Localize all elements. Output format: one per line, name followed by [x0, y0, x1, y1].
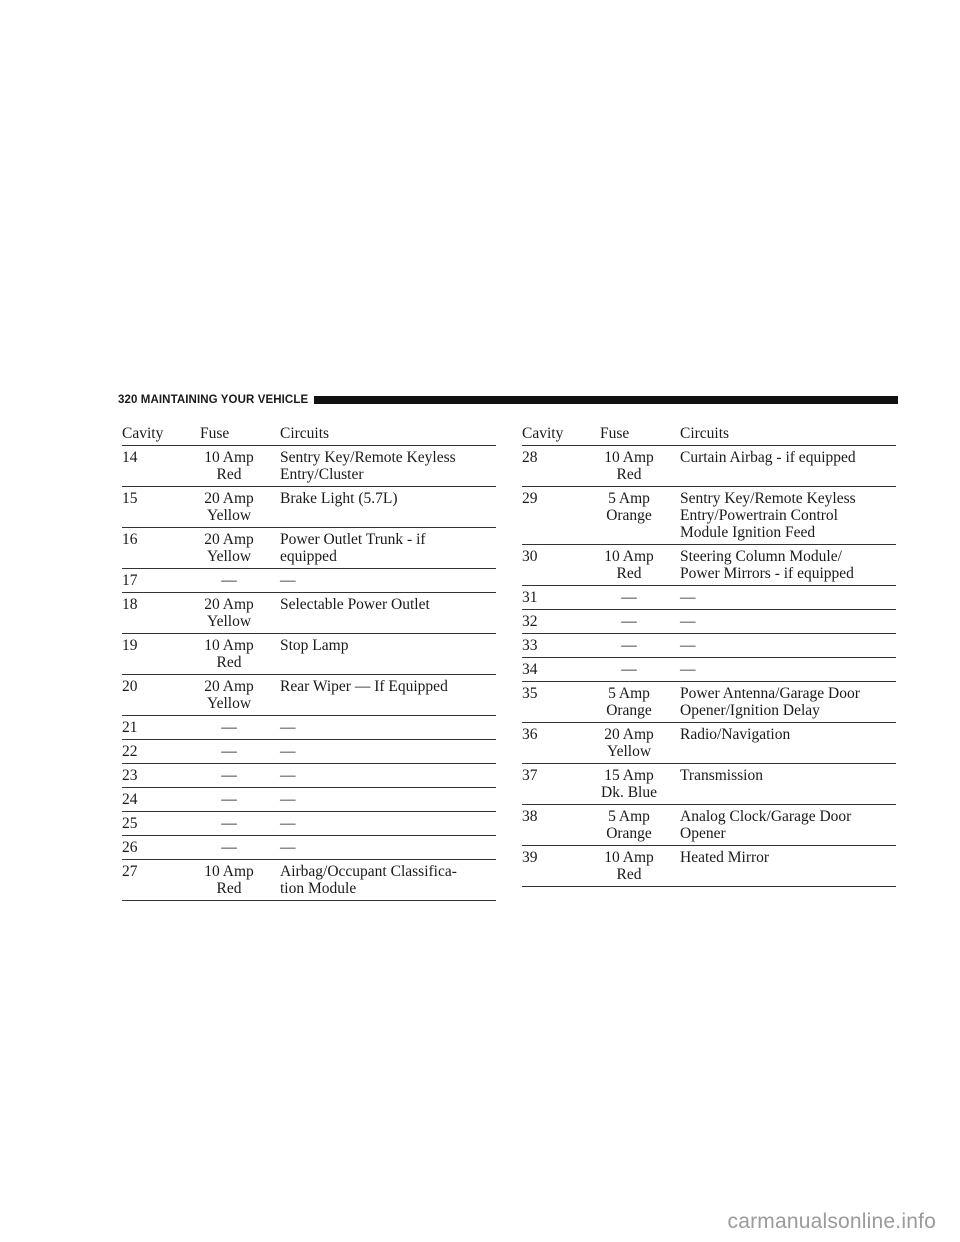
fuse-table-right — [522, 424, 896, 887]
fuse-line: 20 Amp — [204, 678, 254, 695]
fuse-line: Orange — [606, 507, 652, 524]
fuse-line: Yellow — [206, 695, 252, 712]
fuse-line: 10 Amp — [604, 849, 654, 866]
column-header-fuse: Fuse — [200, 425, 230, 442]
cell-fuse — [200, 719, 280, 736]
cell-cavity: 35 — [522, 685, 538, 702]
cell-fuse — [600, 685, 680, 719]
cell-fuse — [600, 661, 680, 678]
cell-circuits — [680, 849, 896, 883]
table-row — [122, 487, 496, 528]
circuit-line: — — [280, 839, 296, 856]
circuit-line: Opener — [680, 825, 726, 842]
cell-cavity: 19 — [122, 637, 138, 654]
fuse-line: Yellow — [606, 743, 652, 760]
circuit-line: Radio/Navigation — [680, 726, 791, 743]
fuse-line: — — [621, 637, 637, 654]
cell-circuits — [280, 572, 496, 589]
table-row — [522, 487, 896, 545]
circuit-line: Sentry Key/Remote Keyless — [680, 490, 856, 507]
fuse-line: 20 Amp — [204, 490, 254, 507]
cell-cavity: 23 — [122, 767, 138, 784]
cell-circuits — [280, 678, 496, 712]
fuse-line: Orange — [606, 702, 652, 719]
cell-circuits — [280, 531, 496, 565]
cell-circuits — [680, 661, 896, 678]
table-row — [122, 812, 496, 836]
cell-fuse — [600, 548, 680, 582]
cell-fuse — [200, 767, 280, 784]
cell-cavity: 27 — [122, 863, 138, 880]
page-number-title: 320 MAINTAINING YOUR VEHICLE — [118, 394, 309, 406]
cell-cavity: 33 — [522, 637, 538, 654]
cell-circuits — [680, 637, 896, 654]
cell-cavity: 17 — [122, 572, 138, 589]
cell-fuse — [600, 637, 680, 654]
circuit-line: Stop Lamp — [280, 637, 349, 654]
circuit-line: Steering Column Module/ — [680, 548, 842, 565]
circuit-line: Heated Mirror — [680, 849, 770, 866]
circuit-line: — — [680, 661, 696, 678]
fuse-line: — — [221, 572, 237, 589]
cell-cavity: 29 — [522, 490, 538, 507]
fuse-line: 20 Amp — [204, 596, 254, 613]
table-row — [122, 569, 496, 593]
table-row — [122, 716, 496, 740]
circuit-line: equipped — [280, 548, 337, 565]
fuse-line: 5 Amp — [608, 808, 650, 825]
circuit-line: — — [680, 589, 696, 606]
table-row — [122, 593, 496, 634]
cell-cavity: 22 — [122, 743, 138, 760]
column-header-circuits: Circuits — [680, 425, 730, 442]
circuit-line: — — [280, 719, 296, 736]
cell-cavity: 37 — [522, 767, 538, 784]
cell-fuse — [600, 449, 680, 483]
circuit-line: — — [280, 815, 296, 832]
page-header — [118, 392, 898, 408]
fuse-line: 10 Amp — [604, 548, 654, 565]
fuse-line: 20 Amp — [204, 531, 254, 548]
circuit-line: Transmission — [680, 767, 763, 784]
circuit-line: — — [280, 767, 296, 784]
table-row — [522, 586, 896, 610]
cell-fuse — [200, 490, 280, 524]
fuse-line: 15 Amp — [604, 767, 654, 784]
cell-circuits — [680, 726, 896, 760]
cell-circuits — [680, 767, 896, 801]
header-rule — [314, 396, 898, 404]
column-header-fuse: Fuse — [600, 425, 630, 442]
table-row — [122, 764, 496, 788]
cell-circuits — [280, 719, 496, 736]
table-row — [522, 723, 896, 764]
cell-fuse — [600, 726, 680, 760]
cell-circuits — [680, 808, 896, 842]
cell-cavity: 24 — [122, 791, 138, 808]
cell-fuse — [600, 589, 680, 606]
cell-fuse — [200, 863, 280, 897]
circuit-line: Curtain Airbag - if equipped — [680, 449, 856, 466]
fuse-line: — — [621, 661, 637, 678]
cell-circuits — [680, 490, 896, 541]
fuse-line: — — [221, 815, 237, 832]
table-row — [122, 634, 496, 675]
fuse-line: — — [221, 791, 237, 808]
circuit-line: Power Antenna/Garage Door — [680, 685, 860, 702]
fuse-line: Red — [616, 866, 642, 883]
fuse-line: Yellow — [206, 507, 252, 524]
cell-circuits — [280, 815, 496, 832]
table-row — [522, 764, 896, 805]
cell-cavity: 36 — [522, 726, 538, 743]
circuit-line: Airbag/Occupant Classifica- — [280, 863, 457, 880]
fuse-line: 10 Amp — [204, 449, 254, 466]
circuit-line: Brake Light (5.7L) — [280, 490, 398, 507]
cell-fuse — [200, 449, 280, 483]
cell-fuse — [600, 767, 680, 801]
circuit-line: — — [280, 572, 296, 589]
circuit-line: — — [280, 743, 296, 760]
cell-fuse — [200, 596, 280, 630]
cell-cavity: 30 — [522, 548, 538, 565]
cell-fuse — [200, 839, 280, 856]
table-body — [122, 446, 496, 901]
table-body — [522, 446, 896, 887]
circuit-line: Analog Clock/Garage Door — [680, 808, 852, 825]
cell-fuse — [200, 815, 280, 832]
cell-cavity: 39 — [522, 849, 538, 866]
cell-circuits — [280, 490, 496, 524]
table-row — [122, 836, 496, 860]
cell-cavity: 38 — [522, 808, 538, 825]
cell-cavity: 34 — [522, 661, 538, 678]
fuse-line: 20 Amp — [604, 726, 654, 743]
fuse-line: Yellow — [206, 548, 252, 565]
cell-cavity: 25 — [122, 815, 138, 832]
fuse-line: 10 Amp — [604, 449, 654, 466]
fuse-line: Red — [216, 880, 242, 897]
fuse-line: — — [221, 839, 237, 856]
cell-fuse — [600, 613, 680, 630]
cell-circuits — [280, 743, 496, 760]
column-header-circuits: Circuits — [280, 425, 330, 442]
circuit-line: Selectable Power Outlet — [280, 596, 430, 613]
table-row — [522, 446, 896, 487]
column-header-cavity: Cavity — [522, 425, 564, 442]
circuit-line: Entry/Powertrain Control — [680, 507, 838, 524]
cell-fuse — [200, 791, 280, 808]
watermark: carmanualsonline.info — [727, 1210, 936, 1233]
cell-circuits — [680, 449, 896, 483]
table-row — [122, 740, 496, 764]
table-row — [122, 860, 496, 901]
fuse-line: 5 Amp — [608, 490, 650, 507]
fuse-line: Red — [216, 466, 242, 483]
fuse-line: 5 Amp — [608, 685, 650, 702]
table-row — [522, 682, 896, 723]
circuit-line: Module Ignition Feed — [680, 524, 816, 541]
cell-cavity: 28 — [522, 449, 538, 466]
cell-cavity: 16 — [122, 531, 138, 548]
cell-circuits — [680, 685, 896, 719]
cell-fuse — [200, 572, 280, 589]
cell-circuits — [280, 863, 496, 897]
table-row — [122, 528, 496, 569]
cell-circuits — [680, 548, 896, 582]
table-header — [122, 424, 496, 446]
cell-cavity: 31 — [522, 589, 538, 606]
cell-fuse — [200, 637, 280, 671]
fuse-line: Dk. Blue — [601, 784, 657, 801]
table-row — [522, 846, 896, 887]
column-header-cavity: Cavity — [122, 425, 164, 442]
fuse-line: Orange — [606, 825, 652, 842]
cell-cavity: 26 — [122, 839, 138, 856]
cell-fuse — [600, 849, 680, 883]
circuit-line: Power Outlet Trunk - if — [280, 531, 426, 548]
cell-cavity: 32 — [522, 613, 538, 630]
fuse-table-left — [122, 424, 496, 901]
fuse-line: — — [221, 719, 237, 736]
fuse-line: — — [621, 589, 637, 606]
circuit-line: — — [680, 637, 696, 654]
circuit-line: Rear Wiper — If Equipped — [280, 678, 448, 695]
fuse-line: 10 Amp — [204, 637, 254, 654]
fuse-line: 10 Amp — [204, 863, 254, 880]
circuit-line: — — [680, 613, 696, 630]
cell-fuse — [200, 743, 280, 760]
circuit-line: Opener/Ignition Delay — [680, 702, 820, 719]
table-row — [522, 634, 896, 658]
fuse-line: — — [221, 743, 237, 760]
table-row — [522, 658, 896, 682]
circuit-line: Power Mirrors - if equipped — [680, 565, 854, 582]
cell-cavity: 15 — [122, 490, 138, 507]
cell-cavity: 20 — [122, 678, 138, 695]
table-row — [522, 805, 896, 846]
fuse-line: Yellow — [206, 613, 252, 630]
circuit-line: — — [280, 791, 296, 808]
cell-circuits — [280, 791, 496, 808]
cell-fuse — [200, 531, 280, 565]
cell-cavity: 18 — [122, 596, 138, 613]
cell-circuits — [280, 767, 496, 784]
cell-circuits — [680, 613, 896, 630]
cell-circuits — [280, 839, 496, 856]
table-row — [122, 675, 496, 716]
fuse-line: Red — [616, 565, 642, 582]
cell-cavity: 14 — [122, 449, 138, 466]
cell-fuse — [200, 678, 280, 712]
circuit-line: Entry/Cluster — [280, 466, 364, 483]
table-header — [522, 424, 896, 446]
fuse-line: — — [621, 613, 637, 630]
cell-fuse — [600, 808, 680, 842]
circuit-line: tion Module — [280, 880, 357, 897]
cell-circuits — [680, 589, 896, 606]
table-row — [522, 545, 896, 586]
table-row — [122, 446, 496, 487]
cell-fuse — [600, 490, 680, 541]
cell-circuits — [280, 449, 496, 483]
fuse-line: Red — [616, 466, 642, 483]
cell-circuits — [280, 637, 496, 671]
fuse-line: — — [221, 767, 237, 784]
cell-circuits — [280, 596, 496, 630]
table-row — [522, 610, 896, 634]
table-row — [122, 788, 496, 812]
cell-cavity: 21 — [122, 719, 138, 736]
circuit-line: Sentry Key/Remote Keyless — [280, 449, 456, 466]
fuse-line: Red — [216, 654, 242, 671]
